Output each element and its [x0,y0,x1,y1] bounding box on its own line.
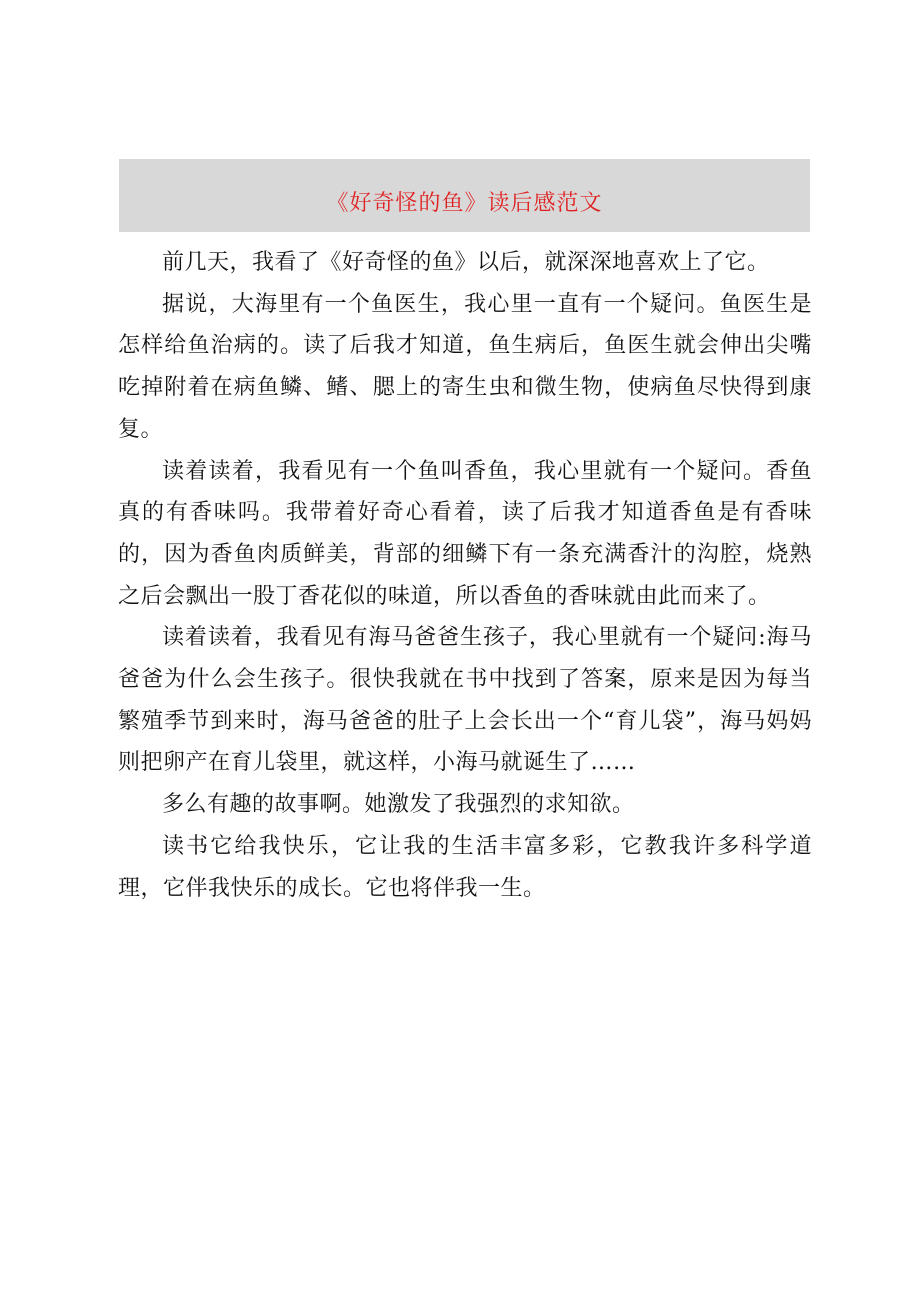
paragraph: 读书它给我快乐，它让我的生活丰富多彩，它教我许多科学道理，它伴我快乐的成长。它也将伴我一生。 [118,833,812,901]
document-body [118,242,812,909]
paragraph: 读着读着，我看见有一个鱼叫香鱼，我心里就有一个疑问。香鱼真的有香味吗。我带着好奇心看着，读了后我才知道香鱼是有香味的，因为香鱼肉质鲜美，背部的细鳞下有一条充满香汁的沟腔，烧熟之后会飘出一股丁香花似的味道，所以香鱼的香味就由此而来了。 [118,458,812,609]
paragraph: 前几天，我看了《好奇怪的鱼》以后，就深深地喜欢上了它。 [162,250,770,275]
title-band [119,159,810,232]
document-title: 《好奇怪的鱼》读后感范文 [326,191,603,216]
paragraph: 多么有趣的故事啊。她激发了我强烈的求知欲。 [162,792,635,818]
paragraph: 据说，大海里有一个鱼医生，我心里一直有一个疑问。鱼医生是怎样给鱼治病的。读了后我才知道，鱼生病后，鱼医生就会伸出尖嘴吃掉附着在病鱼鳞、鳍、腮上的寄生虫和微生物，使病鱼尽快得到康复。 [118,291,812,442]
paragraph: 读着读着，我看见有海马爸爸生孩子，我心里就有一个疑问:海马爸爸为什么会生孩子。很快我就在书中找到了答案，原来是因为每当繁殖季节到来时，海马爸爸的肚子上会长出一个“育儿袋”，海马妈妈则把卵产在育儿袋里，就这样，小海马就诞生了…… [118,625,812,776]
